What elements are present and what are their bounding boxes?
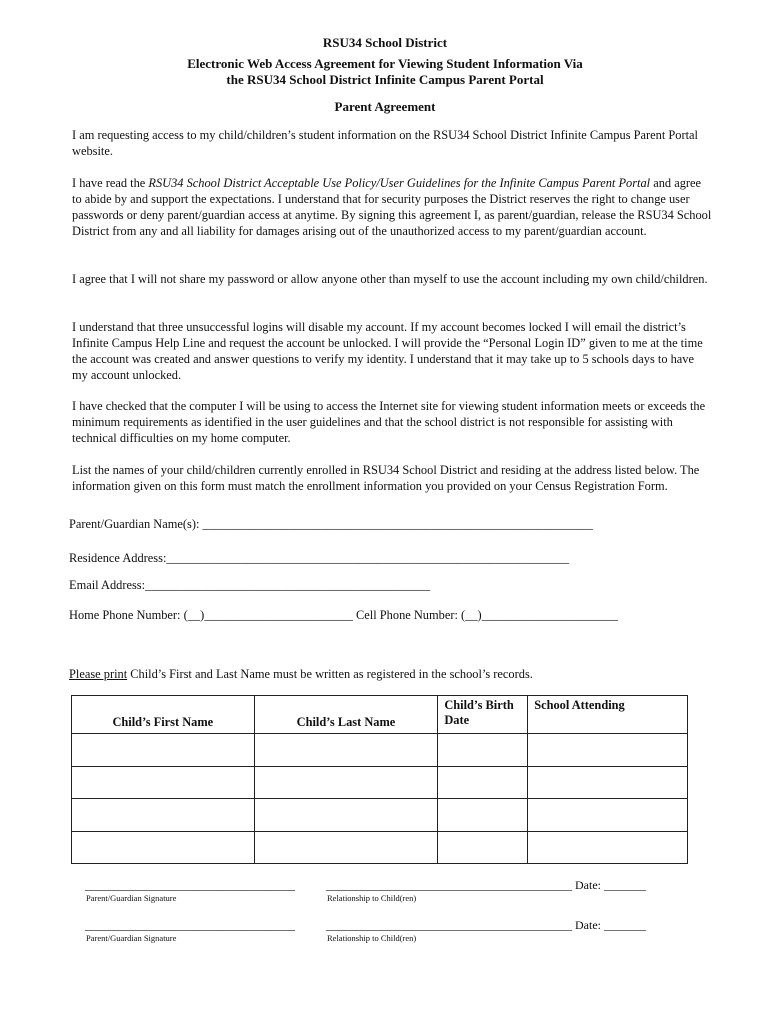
print-instructions [69, 667, 533, 682]
signature-line-2[interactable]: ___________________________________ [85, 918, 295, 932]
paragraph-password: I agree that I will not share my password or allow anyone other than myself to use the account including my own child/children. [72, 272, 708, 286]
relationship-line-1[interactable]: _________________________________________ [326, 878, 572, 892]
guardian-name-field[interactable]: Parent/Guardian Name(s): _______________________________________________________________ [69, 517, 593, 531]
table-cell[interactable] [528, 734, 688, 767]
children-table [71, 695, 688, 864]
form-title-line2: the RSU34 School District Infinite Campus Parent Portal [226, 72, 544, 87]
table-cell[interactable] [72, 799, 255, 832]
please-print: Please print [69, 667, 128, 681]
table-cell[interactable] [528, 799, 688, 832]
policy-body: and agree to abide by and support the expectations. I understand that for security purposes the District reserves the right to change user passwords or deny parent/guardian access at anytime. By signing this agreement I, as parent/guardian, release the RSU34 School District from any and all liability for damages arising out of the unauthorized access to my parent/guardian account. [72, 176, 712, 239]
print-instructions-rest: Child’s First and Last Name must be written as registered in the school’s records. [127, 667, 533, 681]
paragraph-policy [72, 175, 712, 239]
table-row [72, 766, 688, 799]
header-birth-date: Child’s Birth Date [438, 696, 528, 734]
table-cell[interactable] [254, 799, 438, 832]
residence-address-field[interactable]: Residence Address:_________________________________________________________________ [69, 551, 570, 565]
relationship-label-2: Relationship to Child(ren) [327, 933, 417, 943]
table-cell[interactable] [438, 831, 528, 864]
relationship-line-2[interactable]: _________________________________________ [326, 918, 572, 932]
relationship-label-1: Relationship to Child(ren) [327, 893, 417, 903]
table-cell[interactable] [254, 831, 438, 864]
policy-intro: I have read the [72, 176, 149, 190]
table-cell[interactable] [254, 766, 438, 799]
table-cell[interactable] [438, 766, 528, 799]
signature-line-1[interactable]: ___________________________________ [85, 878, 295, 892]
table-cell[interactable] [438, 799, 528, 832]
form-title-line1: Electronic Web Access Agreement for Viewing Student Information Via [187, 56, 583, 71]
table-cell[interactable] [72, 831, 255, 864]
header-school: School Attending [528, 696, 688, 734]
home-phone-field[interactable]: Home Phone Number: (__)________________________ [69, 608, 353, 622]
paragraph-list-children: List the names of your child/children currently enrolled in RSU34 School District and residing at the address listed below. The information given on this form must match the enrollment information you provided on your Census Registration Form. [72, 463, 700, 494]
table-cell[interactable] [254, 734, 438, 767]
relationship-date-line-1 [326, 878, 646, 893]
header-last-name: Child’s Last Name [254, 696, 438, 734]
paragraph-logins: I understand that three unsuccessful logins will disable my account. If my account becomes locked I will email the district’s Infinite Campus Help Line and request the account be unlocked. I will provide the “Personal Login ID” given to me at the time the account was created and answer questions to verify my identity. I understand that it may take up to 5 schools days to have my account unlocked. [72, 320, 703, 383]
paragraph-computer: I have checked that the computer I will be using to access the Internet site for viewing student information meets or exceeds the minimum requirements as identified in the user guidelines and that the school district is not responsible for assisting with technical difficulties on my home computer. [72, 399, 706, 446]
table-row [72, 734, 688, 767]
table-row [72, 831, 688, 864]
date-field-2[interactable]: Date: _______ [572, 918, 646, 932]
policy-title: RSU34 School District Acceptable Use Policy/User Guidelines for the Infinite Campus Parent Portal [148, 176, 651, 190]
paragraph-request: I am requesting access to my child/children’s student information on the RSU34 School District Infinite Campus Parent Portal website. [72, 128, 698, 159]
email-address-field[interactable]: Email Address:______________________________________________ [69, 578, 431, 592]
section-heading: Parent Agreement [334, 99, 436, 114]
table-header-row [72, 696, 688, 734]
district-title: RSU34 School District [322, 35, 448, 50]
signature-label-1: Parent/Guardian Signature [86, 893, 177, 903]
table-row [72, 799, 688, 832]
table-cell[interactable] [528, 766, 688, 799]
cell-phone-field[interactable]: Cell Phone Number: (__)______________________ [352, 608, 618, 622]
phone-fields [69, 608, 618, 623]
date-field-1[interactable]: Date: _______ [572, 878, 646, 892]
signature-label-2: Parent/Guardian Signature [86, 933, 177, 943]
table-cell[interactable] [438, 734, 528, 767]
table-cell[interactable] [72, 766, 255, 799]
header-first-name: Child’s First Name [72, 696, 255, 734]
table-cell[interactable] [72, 734, 255, 767]
relationship-date-line-2 [326, 918, 646, 933]
table-cell[interactable] [528, 831, 688, 864]
